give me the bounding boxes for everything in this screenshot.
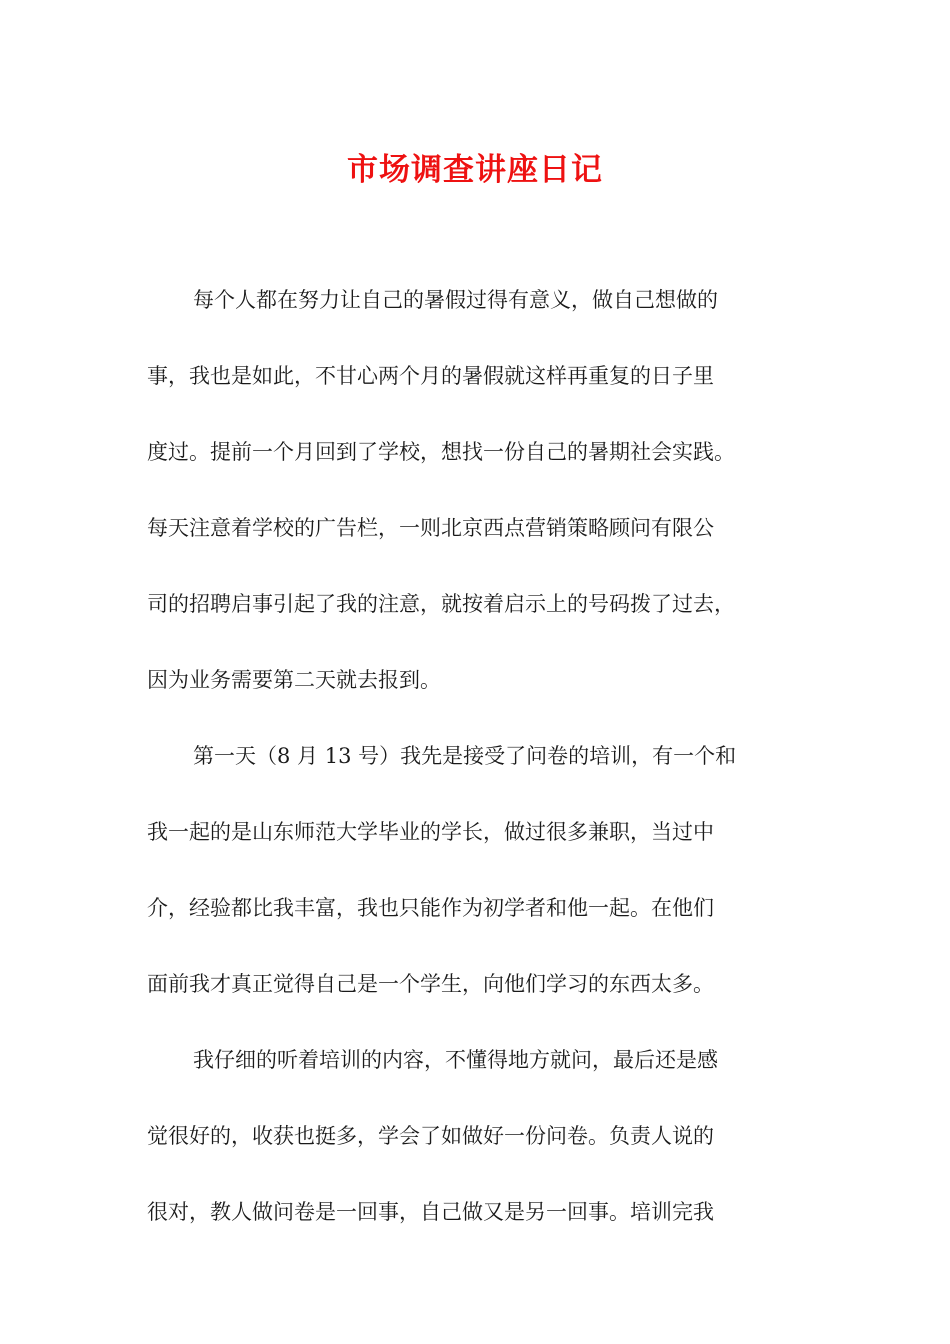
- paragraph-line: 我仔细的听着培训的内容，不懂得地方就问，最后还是感: [193, 1048, 718, 1072]
- document-body: [147, 262, 807, 1250]
- paragraph-line: 介，经验都比我丰富，我也只能作为初学者和他一起。在他们: [147, 896, 714, 920]
- paragraph-line: 事，我也是如此，不甘心两个月的暑假就这样再重复的日子里: [147, 364, 714, 388]
- paragraph-line: 第一天（8 月 13 号）我先是接受了问卷的培训，有一个和: [193, 744, 737, 768]
- paragraph-line: 很对，教人做问卷是一回事，自己做又是另一回事。培训完我: [147, 1200, 714, 1224]
- paragraph-line: 觉很好的，收获也挺多，学会了如做好一份问卷。负责人说的: [147, 1124, 714, 1148]
- paragraph-line: 我一起的是山东师范大学毕业的学长，做过很多兼职，当过中: [147, 820, 714, 844]
- paragraph-line: 面前我才真正觉得自己是一个学生，向他们学习的东西太多。: [147, 972, 714, 996]
- document-title: 市场调查讲座日记: [347, 152, 603, 188]
- paragraph-line: 度过。提前一个月回到了学校，想找一份自己的暑期社会实践。: [147, 440, 735, 464]
- paragraph-line: 司的招聘启事引起了我的注意，就按着启示上的号码拨了过去，: [147, 592, 735, 616]
- paragraph-line: 因为业务需要第二天就去报到。: [147, 668, 441, 692]
- paragraph-line: 每天注意着学校的广告栏，一则北京西点营销策略顾问有限公: [147, 516, 714, 540]
- paragraph-line: 每个人都在努力让自己的暑假过得有意义，做自己想做的: [193, 288, 718, 312]
